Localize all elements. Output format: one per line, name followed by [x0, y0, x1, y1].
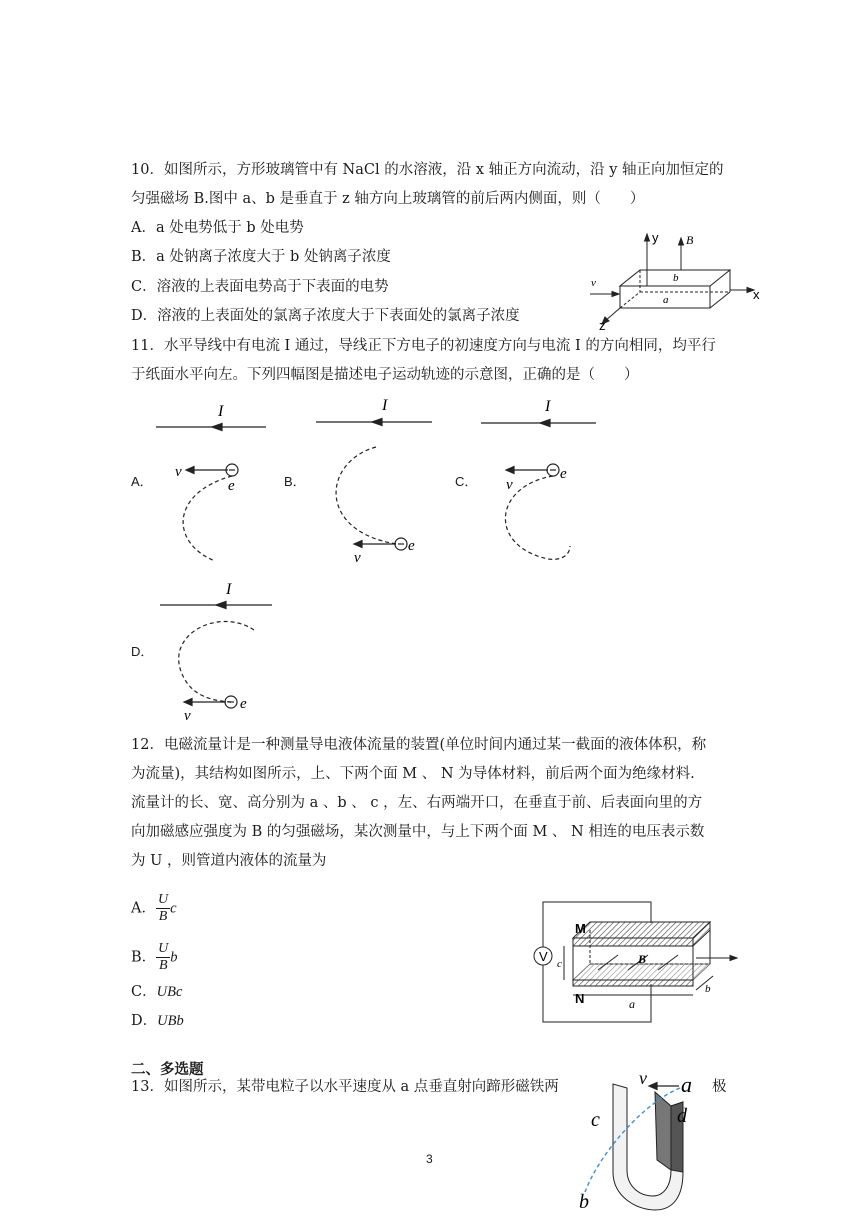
q11-figure-b [312, 392, 442, 567]
q12-fig-N: N [575, 991, 585, 1006]
q10-option-b: B．a 处钠离子浓度大于 b 处钠离子浓度 [131, 249, 391, 265]
q10-figure [585, 228, 765, 333]
q10-fig-y: y [652, 230, 659, 245]
q12-figure [528, 900, 753, 1025]
q11-figure-c [478, 396, 608, 566]
q10-fig-a: a [663, 294, 669, 306]
q11-line1: 11．水平导线中有电流 I 通过，导线正下方电子的初速度方向与电流 I 的方向相同，均平行 [131, 338, 716, 354]
q10-fig-B: B [686, 233, 694, 247]
q13-line1-tail: 极 [712, 1079, 727, 1095]
q12-fig-a: a [629, 997, 635, 1011]
q11-c-I: I [545, 398, 551, 415]
q11-d-v: v [184, 708, 191, 724]
q11-option-c: C． [455, 474, 478, 489]
q10-line1: 10．如图所示，方形玻璃管中有 NaCl 的水溶液，沿 x 轴正方向流动，沿 y 轴正向加恒定的 [131, 162, 724, 178]
q11-option-a: A． [131, 474, 153, 489]
q13-fig-b: b [579, 1191, 589, 1213]
q10-fig-v: v [591, 277, 596, 289]
q11-a-e: e [228, 478, 235, 494]
q12-fig-b: b [705, 983, 711, 995]
q12-option-d: D．UBb [131, 1013, 184, 1029]
q12-fig-V: V [539, 949, 548, 964]
q10-option-a: A．a 处电势低于 b 处电势 [131, 220, 304, 236]
q11-a-I: I [218, 403, 224, 420]
q13-line1: 13．如图所示，某带电粒子以水平速度从 a 点垂直射向蹄形磁铁两 [131, 1079, 559, 1095]
q11-figure-a [150, 398, 280, 568]
q13-fig-a: a [681, 1072, 692, 1097]
q11-d-e: e [240, 696, 247, 712]
q10-line2: 匀强磁场 B.图中 a、b 是垂直于 z 轴方向上玻璃管的前后两内侧面，则（ ） [131, 191, 645, 207]
q10-option-c: C．溶液的上表面电势高于下表面的电势 [131, 279, 389, 295]
q11-option-d: D． [131, 644, 154, 659]
q13-fig-v: v [639, 1068, 647, 1088]
q12-line5: 为 U ，则管道内液体的流量为 [131, 853, 327, 869]
q12-fig-c: c [557, 958, 562, 970]
q13-figure [575, 1062, 695, 1212]
q11-line2: 于纸面水平向左。下列四幅图是描述电子运动轨迹的示意图，正确的是（ ） [131, 367, 639, 383]
q11-d-I: I [226, 581, 232, 598]
q10-fig-x: x [753, 287, 760, 302]
q12-line3: 流量计的长、宽、高分别为 a 、b 、 c ，左、右两端开口，在垂直于前、后表面向里的方 [131, 795, 703, 811]
q13-fig-d: d [677, 1105, 687, 1127]
q10-fig-b: b [673, 272, 679, 284]
q11-b-v: v [354, 550, 361, 566]
page-number: 3 [426, 1152, 433, 1166]
q13-fig-c: c [591, 1109, 600, 1131]
q12-line1: 12．电磁流量计是一种测量导电液体流量的装置(单位时间内通过某一截面的液体体积，称 [131, 737, 707, 753]
q12-option-c: C．UBc [131, 984, 183, 1000]
q12-fig-B: B [638, 952, 647, 966]
q11-option-b: B． [284, 474, 306, 489]
q12-fig-M: M [575, 921, 586, 936]
q11-c-v: v [506, 477, 513, 493]
q12-line4: 向加磁感应强度为 B 的匀强磁场，某次测量中，与上下两个面 M 、 N 相连的电压表示数 [131, 824, 705, 840]
section-multi-choice: 二、多选题 [131, 1061, 204, 1078]
q11-b-I: I [382, 397, 388, 414]
q11-b-e: e [408, 538, 415, 554]
q11-a-v: v [175, 464, 182, 480]
q11-figure-d [156, 574, 286, 724]
q12-option-b: B． $\frac{U}{B}$ b [131, 941, 178, 973]
q11-c-e: e [560, 466, 567, 482]
q10-option-d: D．溶液的上表面处的氯离子浓度大于下表面处的氯离子浓度 [131, 308, 520, 324]
q10-fig-z: z [599, 318, 606, 333]
q12-line2: 为流量)，其结构如图所示，上、下两个面 M 、 N 为导体材料，前后两个面为绝缘材料. [131, 766, 695, 782]
q12-option-a: A． $\frac{U}{B}$ c [131, 892, 177, 924]
